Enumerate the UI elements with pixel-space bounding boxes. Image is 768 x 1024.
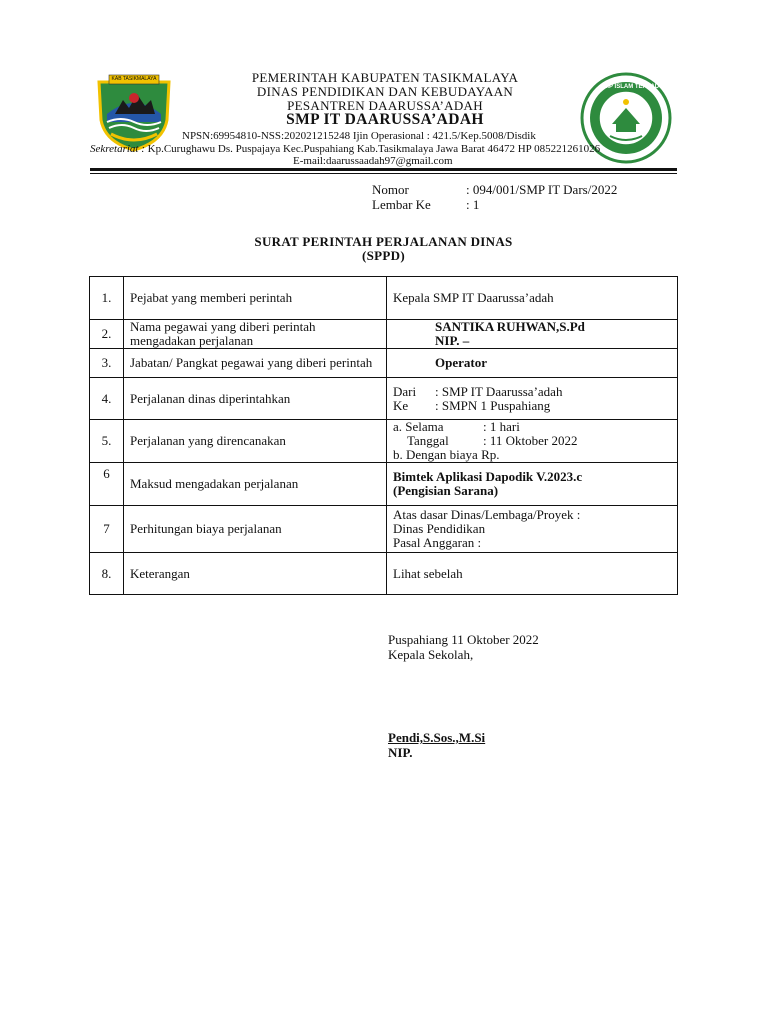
table-row — [90, 463, 678, 506]
row-label: Jabatan/ Pangkat pegawai yang diberi perintah — [124, 349, 387, 378]
lembar-value: : 1 — [466, 197, 480, 212]
row-label: Maksud mengadakan perjalanan — [124, 463, 387, 506]
origin-label: Dari — [393, 383, 417, 399]
table-row — [90, 553, 678, 595]
origin-value: : SMP IT Daarussa’adah — [435, 383, 563, 399]
duration-line — [393, 420, 671, 434]
email-line: E-mail:daarussaadah97@gmail.com — [293, 155, 453, 167]
lembar-label: Lembar Ke — [372, 197, 431, 212]
employee-name: SANTIKA RUHWAN,S.Pd — [435, 319, 585, 334]
date-label: Tanggal — [407, 433, 449, 448]
row-number: 5. — [90, 420, 124, 463]
cost-line: b. Dengan biaya Rp. — [393, 447, 500, 462]
budget-article: Pasal Anggaran : — [393, 535, 482, 550]
duration-value: : 1 hari — [483, 419, 520, 434]
document-title: SURAT PERINTAH PERJALANAN DINAS — [254, 234, 513, 249]
sppd-table — [89, 276, 678, 595]
row-value: Kepala SMP IT Daarussa’adah — [387, 277, 678, 320]
row-value — [387, 378, 678, 420]
kop-line-3: PESANTREN DAARUSSA’ADAH — [287, 98, 483, 113]
kop-line-1: PEMERINTAH KABUPATEN TASIKMALAYA — [251, 70, 519, 85]
row-number: 4. — [90, 378, 124, 420]
kop-line-2: DINAS PENDIDIKAN DAN KEBUDAYAAN — [256, 84, 514, 99]
address-line — [90, 143, 600, 155]
table-row — [90, 320, 678, 349]
row-value — [387, 506, 678, 553]
kabupaten-emblem-icon — [93, 72, 175, 152]
npsn-line: NPSN:69954810-NSS:202021215248 Ijin Operasional : 421.5/Kep.5008/Disdik — [182, 130, 536, 142]
origin-line — [393, 385, 671, 399]
row-number: 7 — [90, 506, 124, 553]
destination-value: : SMPN 1 Puspahiang — [435, 397, 551, 413]
row-value — [387, 420, 678, 463]
row-label: Nama pegawai yang diberi perintah mengadakan perjalanan — [124, 320, 387, 349]
destination-line — [393, 399, 671, 413]
signatory-nip: NIP. — [388, 745, 413, 760]
date-value: : 11 Oktober 2022 — [483, 433, 578, 448]
kabupaten-logo-text: KAB TASIKMALAYA — [111, 76, 157, 82]
address-label: Sekretariat : — [90, 143, 145, 155]
row-number: 8. — [90, 553, 124, 595]
duration-label: a. Selama — [393, 419, 444, 434]
row-number: 2. — [90, 320, 124, 349]
letterhead-rule-thin — [90, 173, 677, 174]
school-name: SMP IT DAARUSSA’ADAH — [286, 111, 484, 128]
employee-nip: NIP. – — [435, 333, 470, 348]
signature-position: Kepala Sekolah, — [388, 647, 474, 662]
purpose-line-2: (Pengisian Sarana) — [393, 483, 499, 498]
row-label: Pejabat yang memberi perintah — [124, 277, 387, 320]
date-line — [393, 434, 671, 448]
row-number: 1. — [90, 277, 124, 320]
nomor-label: Nomor — [372, 182, 409, 197]
row-value — [387, 320, 678, 349]
row-value: Operator — [387, 349, 678, 378]
row-label: Perjalanan dinas diperintahkan — [124, 378, 387, 420]
table-row — [90, 277, 678, 320]
table-row — [90, 349, 678, 378]
row-value — [387, 463, 678, 506]
row-label: Perjalanan yang direncanakan — [124, 420, 387, 463]
row-value: Lihat sebelah — [387, 553, 678, 595]
signatory-name: Pendi,S.Sos.,M.Si — [388, 730, 486, 745]
budget-agency: Dinas Pendidikan — [393, 521, 486, 536]
school-logo-text: SMP ISLAM TERPADU — [600, 84, 664, 90]
purpose-line-1: Bimtek Aplikasi Dapodik V.2023.c — [393, 469, 583, 484]
row-number: 3. — [90, 349, 124, 378]
document-subtitle: (SPPD) — [362, 248, 405, 263]
row-label: Keterangan — [124, 553, 387, 595]
letterhead-rule-thick — [90, 168, 677, 171]
nomor-value: : 094/001/SMP IT Dars/2022 — [466, 182, 618, 197]
row-label: Perhitungan biaya perjalanan — [124, 506, 387, 553]
budget-basis: Atas dasar Dinas/Lembaga/Proyek : — [393, 507, 581, 522]
signature-place-date: Puspahiang 11 Oktober 2022 — [388, 632, 539, 647]
table-row — [90, 378, 678, 420]
address-text: Kp.Curughawu Ds. Puspajaya Kec.Puspahiang Kab.Tasikmalaya Jawa Barat 46472 HP 085221261026 — [147, 143, 601, 155]
destination-label: Ke — [393, 397, 409, 413]
row-number: 6 — [90, 463, 124, 506]
kabupaten-logo — [93, 72, 175, 152]
table-row — [90, 506, 678, 553]
table-row — [90, 420, 678, 463]
